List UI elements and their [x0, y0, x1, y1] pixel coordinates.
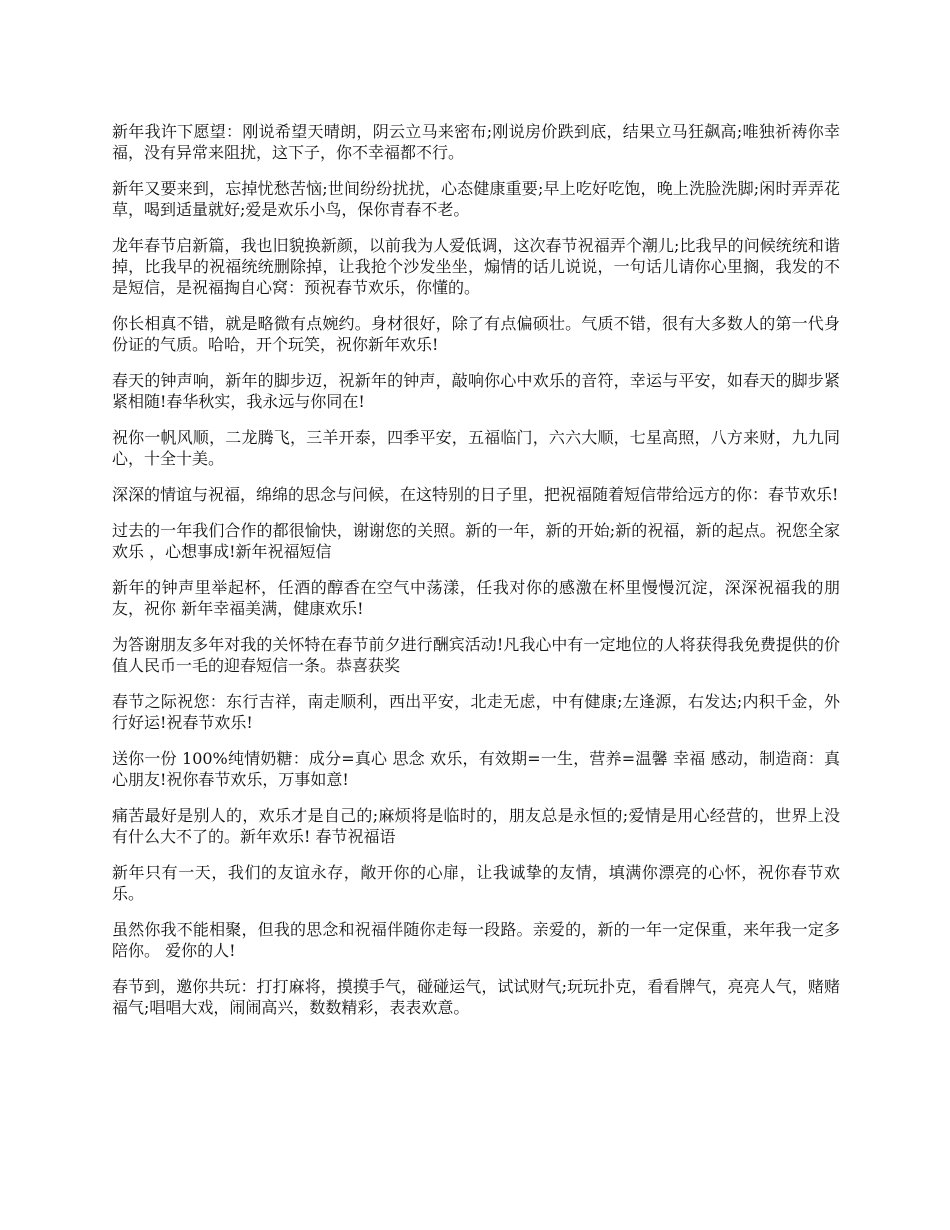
paragraph-10: 为答谢朋友多年对我的关怀特在春节前夕进行酬宾活动!凡我心中有一定地位的人将获得我免费提供的价值人民币一毛的迎春短信一条。恭喜获奖 [112, 635, 840, 675]
document-body [112, 121, 840, 1033]
paragraph-7: 深深的情谊与祝福，绵绵的思念与问候，在这特别的日子里，把祝福随着短信带给远方的你：春节欢乐! [112, 485, 839, 504]
paragraph-9: 新年的钟声里举起杯，任酒的醇香在空气中荡漾，任我对你的感激在杯里慢慢沉淀，深深祝福我的朋友，祝你 新年幸福美满，健康欢乐! [112, 578, 840, 618]
paragraph-8: 过去的一年我们合作的都很愉快，谢谢您的关照。新的一年，新的开始;新的祝福，新的起点。祝您全家欢乐 ，心想事成!新年祝福短信 [112, 521, 840, 561]
paragraph-15: 虽然你我不能相聚，但我的思念和祝福伴随你走每一段路。亲爱的，新的一年一定保重，来年我一定多陪你。 爱你的人! [112, 920, 840, 960]
paragraph-4: 你长相真不错，就是略微有点婉约。身材很好，除了有点偏硕壮。气质不错，很有大多数人的第一代身份证的气质。哈哈，开个玩笑，祝你新年欢乐! [112, 314, 840, 354]
paragraph-14: 新年只有一天，我们的友谊永存，敞开你的心扉，让我诚挚的友情，填满你漂亮的心怀，祝你春节欢乐。 [112, 863, 840, 903]
paragraph-11: 春节之际祝您：东行吉祥，南走顺利，西出平安，北走无虑，中有健康;左逢源，右发达;内积千金，外行好运!祝春节欢乐! [112, 692, 840, 732]
paragraph-13: 痛苦最好是别人的，欢乐才是自己的;麻烦将是临时的，朋友总是永恒的;爱情是用心经营的，世界上没有什么大不了的。新年欢乐! 春节祝福语 [112, 806, 840, 846]
paragraph-6: 祝你一帆风顺，二龙腾飞，三羊开泰，四季平安，五福临门，六六大顺，七星高照，八方来财，九九同心，十全十美。 [112, 428, 840, 468]
paragraph-3: 龙年春节启新篇，我也旧貌换新颜，以前我为人爱低调，这次春节祝福弄个潮儿;比我早的问候统统和谐掉，比我早的祝福统统删除掉，让我抢个沙发坐坐，煽情的话儿说说，一句话儿请你心里搁，我发的不是短信，是祝福掏自心窝：预祝春节欢乐，你懂的。 [112, 236, 840, 297]
paragraph-2: 新年又要来到，忘掉忧愁苦恼;世间纷纷扰扰，心态健康重要;早上吃好吃饱，晚上洗脸洗脚;闲时弄弄花草，喝到适量就好;爱是欢乐小鸟，保你青春不老。 [112, 179, 840, 219]
paragraph-12: 送你一份 100%纯情奶糖：成分=真心 思念 欢乐，有效期=一生，营养=温馨 幸福 感动，制造商：真心朋友!祝你春节欢乐，万事如意! [112, 749, 840, 789]
paragraph-1: 新年我许下愿望：刚说希望天晴朗，阴云立马来密布;刚说房价跌到底，结果立马狂飙高;唯独祈祷你幸福，没有异常来阻扰，这下子，你不幸福都不行。 [112, 122, 840, 162]
paragraph-16: 春节到，邀你共玩：打打麻将，摸摸手气，碰碰运气，试试财气;玩玩扑克，看看牌气，亮亮人气，赌赌福气;唱唱大戏，闹闹高兴，数数精彩，表表欢意。 [112, 977, 840, 1017]
paragraph-5: 春天的钟声响，新年的脚步迈，祝新年的钟声，敲响你心中欢乐的音符，幸运与平安，如春天的脚步紧紧相随!春华秋实，我永远与你同在! [112, 371, 840, 411]
